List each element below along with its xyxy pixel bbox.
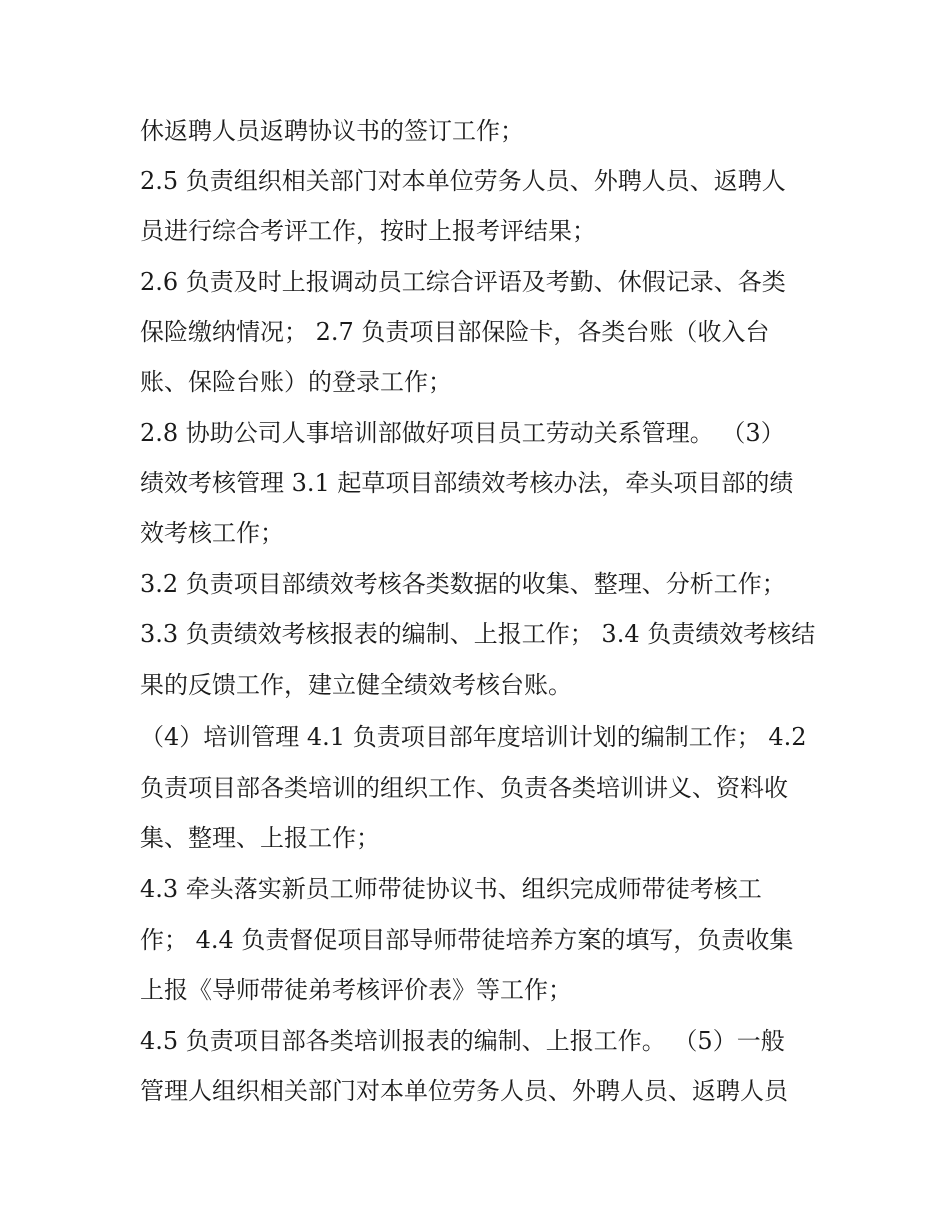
text-line: 4.5 负责项目部各类培训报表的编制、上报工作。 （5）一般 [140, 1027, 785, 1055]
text-line: 员进行综合考评工作，按时上报考评结果； [140, 217, 596, 245]
text-line: 果的反馈工作，建立健全绩效考核台账。 [140, 671, 572, 699]
text-line: （4）培训管理 4.1 负责项目部年度培训计划的编制工作； 4.2 [140, 723, 807, 751]
text-line: 管理人组织相关部门对本单位劳务人员、外聘人员、返聘人员 [140, 1077, 788, 1105]
text-line: 3.2 负责项目部绩效考核各类数据的收集、整理、分析工作； [140, 570, 786, 598]
text-line: 集、整理、上报工作； [140, 824, 380, 852]
text-line: 绩效考核管理 3.1 起草项目部绩效考核办法，牵头项目部的绩 [140, 469, 794, 497]
text-line: 2.6 负责及时上报调动员工综合评语及考勤、休假记录、各类 [140, 268, 786, 296]
text-line: 负责项目部各类培训的组织工作、负责各类培训讲义、资料收 [140, 774, 788, 802]
text-line: 3.3 负责绩效考核报表的编制、上报工作； 3.4 负责绩效考核结 [140, 620, 816, 648]
text-line: 上报《导师带徒弟考核评价表》等工作； [140, 976, 572, 1004]
text-line: 休返聘人员返聘协议书的签订工作； [140, 117, 524, 145]
text-line: 作； 4.4 负责督促项目部导师带徒培养方案的填写，负责收集 [140, 926, 794, 954]
text-line: 2.5 负责组织相关部门对本单位劳务人员、外聘人员、返聘人 [140, 167, 786, 195]
text-line: 2.8 协助公司人事培训部做好项目员工劳动关系管理。 （3） [140, 419, 785, 447]
text-line: 保险缴纳情况； 2.7 负责项目部保险卡，各类台账（收入台 [140, 318, 770, 346]
text-line: 4.3 牵头落实新员工师带徒协议书、组织完成师带徒考核工 [140, 875, 762, 903]
text-line: 账、保险台账）的登录工作； [140, 368, 452, 396]
text-line: 效考核工作； [140, 519, 284, 547]
